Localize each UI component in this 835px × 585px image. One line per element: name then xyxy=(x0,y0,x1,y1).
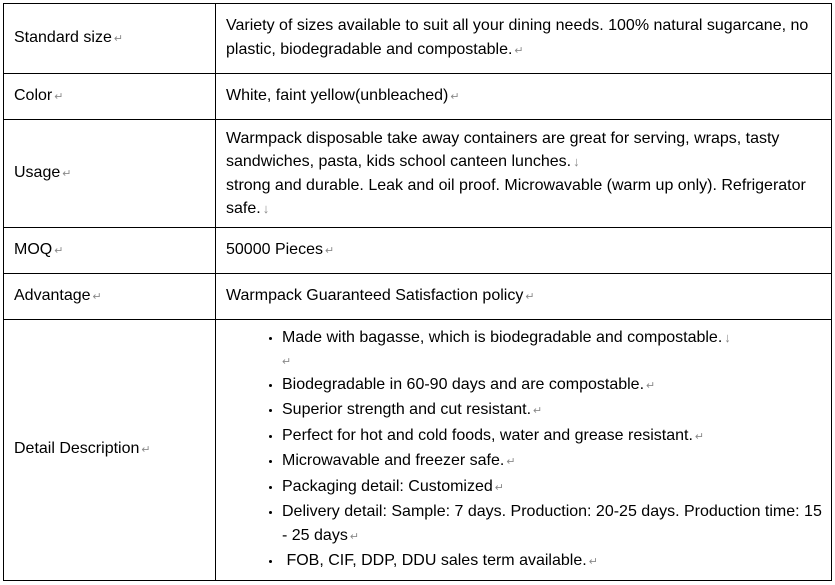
list-item: • Microwavable and freezer safe. ↵ xyxy=(282,449,823,475)
list-item: • FOB, CIF, DDP, DDU sales term available. ↵ xyxy=(282,549,823,575)
row-value xyxy=(216,320,832,581)
row-value: Variety of sizes available to suit all your dining needs. 100% natural sugarcane, no plastic, biodegradable and compostable. ↵ xyxy=(216,4,832,74)
list-item: • Biodegradable in 60-90 days and are compostable. ↵ xyxy=(282,373,823,399)
table-row-detail-description xyxy=(4,320,832,581)
row-label: MOQ ↵ xyxy=(4,228,216,274)
table-row-color xyxy=(4,74,832,120)
table-row-advantage xyxy=(4,274,832,320)
detail-bullet-list xyxy=(226,326,823,575)
list-item: • Delivery detail: Sample: 7 days. Production: 20-25 days. Production time: 15 - 25 days ↵ xyxy=(282,500,823,549)
row-value: Warmpack Guaranteed Satisfaction policy ↵ xyxy=(216,274,832,320)
product-spec-table xyxy=(3,3,832,581)
row-label: Standard size ↵ xyxy=(4,4,216,74)
row-label: Detail Description ↵ xyxy=(4,320,216,581)
list-item: • Packaging detail: Customized ↵ xyxy=(282,475,823,501)
table-row-standard-size xyxy=(4,4,832,74)
row-label: Color ↵ xyxy=(4,74,216,120)
list-item: • Made with bagasse, which is biodegradable and compostable. ↓ ↵ xyxy=(282,326,823,373)
list-item: • Perfect for hot and cold foods, water and grease resistant. ↵ xyxy=(282,424,823,450)
list-item: • Superior strength and cut resistant. ↵ xyxy=(282,398,823,424)
table-row-usage xyxy=(4,120,832,228)
table-row-moq xyxy=(4,228,832,274)
row-value: White, faint yellow(unbleached) ↵ xyxy=(216,74,832,120)
row-value: Warmpack disposable take away containers are great for serving, wraps, tasty sandwiches, pasta, kids school canteen lunches. ↓ strong and durable. Leak and oil proof. Microwavable (warm up only). Refrigerator safe. ↓ xyxy=(216,120,832,228)
row-label: Advantage ↵ xyxy=(4,274,216,320)
row-label: Usage ↵ xyxy=(4,120,216,228)
row-value: 50000 Pieces ↵ xyxy=(216,228,832,274)
